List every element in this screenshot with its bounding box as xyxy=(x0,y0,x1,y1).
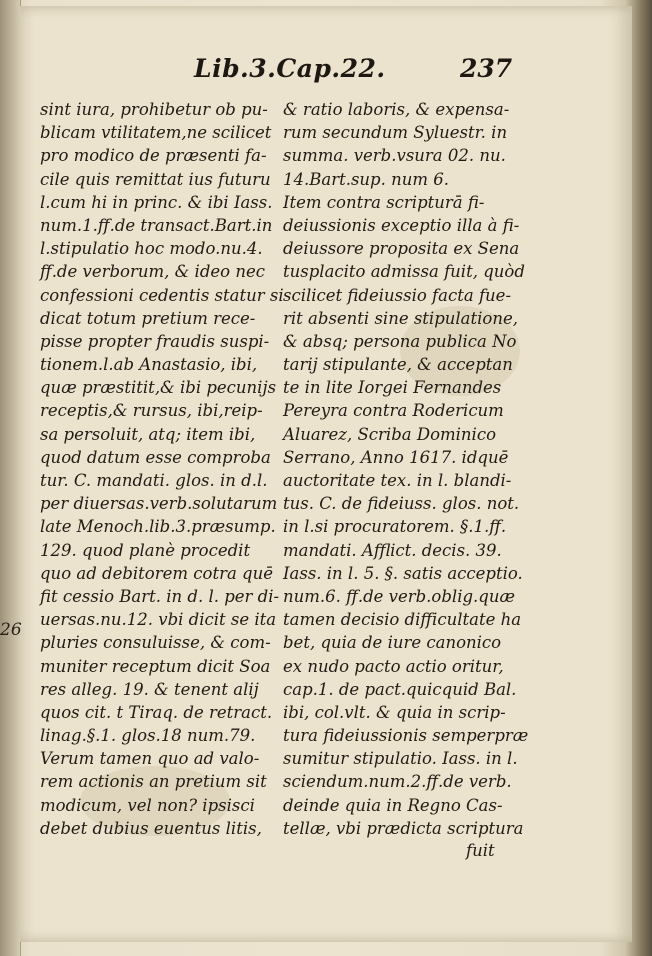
text-line: te in lite Iorgei Fernandes xyxy=(283,378,502,398)
text-line: rem actionis an pretium sit xyxy=(40,772,267,792)
text-line: tarij stipulante, & acceptan xyxy=(283,355,513,375)
text-line: bet, quia de iure canonico xyxy=(283,633,502,653)
text-line: receptis,& rursus, ibi,reip- xyxy=(40,401,263,421)
text-line: Serrano, Anno 1617. idquē xyxy=(283,447,509,467)
text-line: late Menoch.lib.3.præsump. xyxy=(40,517,276,537)
text-line: Iass. in l. 5. §. satis acceptio. xyxy=(283,563,523,583)
margin-note: 26 xyxy=(0,620,22,640)
text-line: pisse propter fraudis suspi- xyxy=(40,331,270,351)
text-line: tamen decisio difficultate ha xyxy=(283,610,522,630)
text-line: quod datum esse comproba xyxy=(40,447,271,467)
text-line: num.6. ff.de verb.oblig.quæ xyxy=(283,586,515,606)
text-line: fit cessio Bart. in d. l. per di- xyxy=(40,586,280,606)
page-number: 237 xyxy=(460,54,513,83)
running-head-title: Lib.3.Cap.22. xyxy=(194,54,386,83)
text-line: deiussionis exceptio illa à fi- xyxy=(283,215,520,235)
text-line: res alleg. 19. & tenent alij xyxy=(40,679,259,699)
catchword: fuit xyxy=(466,841,495,860)
text-line: sciendum.num.2.ff.de verb. xyxy=(283,772,512,792)
text-line: cile quis remittat ius futuru xyxy=(40,169,271,189)
text-line: ibi, col.vlt. & quia in scrip- xyxy=(283,702,506,722)
text-line: muniter receptum dicit Soa xyxy=(40,656,271,676)
text-line: linag.§.1. glos.18 num.79. xyxy=(40,726,256,746)
text-line: debet dubius euentus litis, xyxy=(40,818,262,838)
left-text-column xyxy=(40,98,284,840)
text-line: pluries consuluisse, & com- xyxy=(40,633,271,653)
previous-page-edge xyxy=(0,0,21,956)
text-line: Aluarez, Scriba Dominico xyxy=(283,424,497,444)
text-line: dicat totum pretium rece- xyxy=(40,308,256,328)
text-line: l.cum hi in princ. & ibi Iass. xyxy=(40,192,273,212)
text-line: sumitur stipulatio. Iass. in l. xyxy=(283,749,518,769)
text-line: sa persoluit, atq; item ibi, xyxy=(40,424,256,444)
text-line: quos cit. t Tiraq. de retract. xyxy=(40,702,273,722)
text-line: scilicet fideiussio facta fue- xyxy=(283,285,512,305)
text-line: tur. C. mandati. glos. in d.l. xyxy=(40,471,268,490)
text-line: l.stipulatio hoc modo.nu.4. xyxy=(40,239,263,259)
text-line: in l.si procuratorem. §.1.ff. xyxy=(283,517,507,537)
right-text-column xyxy=(283,98,529,840)
text-line: tura fideiussionis semperpræ xyxy=(283,726,529,746)
text-line: sint iura, prohibetur ob pu- xyxy=(40,100,268,119)
text-line: 14.Bart.sup. num 6. xyxy=(283,169,449,189)
text-line: deiussore proposita ex Sena xyxy=(283,239,520,259)
text-line: confessioni cedentis statur si xyxy=(40,285,284,305)
text-line: summa. verb.vsura 02. nu. xyxy=(283,146,506,166)
running-head xyxy=(20,54,632,94)
text-line: rit absenti sine stipulatione, xyxy=(283,308,518,328)
text-line: cap.1. de pact.quicquid Bal. xyxy=(283,679,517,699)
text-line: Item contra scripturā fi- xyxy=(283,192,485,212)
text-line: tus. C. de fideiuss. glos. not. xyxy=(283,494,520,514)
text-line: ex nudo pacto actio oritur, xyxy=(283,656,504,676)
text-line: mandati. Afflict. decis. 39. xyxy=(283,540,502,560)
text-line: 129. quod planè procedit xyxy=(40,540,251,560)
text-line: & ratio laboris, & expensa- xyxy=(283,100,510,119)
text-line: quo ad debitorem cotra quē xyxy=(40,563,274,583)
book-page xyxy=(0,6,632,942)
text-line: deinde quia in Regno Cas- xyxy=(283,795,503,815)
text-line: num.1.ff.de transact.Bart.in xyxy=(40,215,273,235)
text-line: uersas.nu.12. vbi dicit se ita xyxy=(40,610,277,630)
text-line: & absq; persona publica No xyxy=(283,331,517,351)
text-line: Verum tamen quo ad valo- xyxy=(40,749,260,769)
text-line: tellæ, vbi prædicta scriptura xyxy=(283,818,524,838)
text-line: quæ præstitit,& ibi pecunijs xyxy=(40,378,277,398)
text-line: ff.de verborum, & ideo nec xyxy=(40,262,265,282)
text-line: pro modico de præsenti fa- xyxy=(40,146,267,166)
text-line: tusplacito admissa fuit, quòd xyxy=(283,262,525,282)
text-line: tionem.l.ab Anastasio, ibi, xyxy=(40,355,258,375)
text-line: modicum, vel non? ipsisci xyxy=(40,795,255,815)
text-line: blicam vtilitatem,ne scilicet xyxy=(40,123,272,143)
text-line: rum secundum Syluestr. in xyxy=(283,123,508,143)
text-line: Pereyra contra Rodericum xyxy=(283,401,504,421)
text-line: auctoritate tex. in l. blandi- xyxy=(283,471,512,490)
text-line: per diuersas.verb.solutarum xyxy=(40,494,278,514)
